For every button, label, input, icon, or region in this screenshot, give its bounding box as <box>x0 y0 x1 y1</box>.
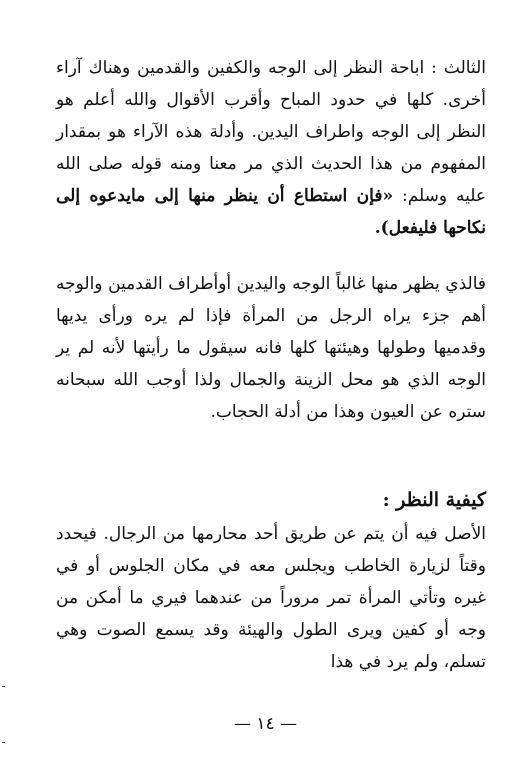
hadith-quote: «فإن استطاع أن ينظر منها إلى مايدعوه إلى نكاحها فليفعل). <box>56 186 486 238</box>
paragraph-1-text: الثالث : اباحة النظر إلى الوجه والكفين والقدمين وهناك آراء أخرى. كلها في حدود المباح وأقرب الأقوال والله أعلم هو النظر إلى الوجه واطراف اليدين. وأدلة هذه الآراء هو بمقدار المفهوم من هذا الحديث الذي مر معنا ومنه قوله صلى الله عليه وسلم: <box>56 58 486 206</box>
paragraph-face-visibility: فالذي يظهر منها غالباً الوجه واليدين أوأطراف القدمين والوجه أهم جزء يراه الرجل من المرأة فإذا لم يره ورأى يديها وقدميها وطولها وهيئتها كلها فانه سيقول ما رأيتها لأنه لم ير الوجه الذي هو محل الزينة والجمال ولذا أوجب الله سبحانه ستره عن العيون وهذا من أدلة الحجاب. <box>56 274 486 422</box>
margin-mark <box>2 686 5 687</box>
page-number: — ١٤ — <box>233 714 298 734</box>
section-heading: كيفية النظر : <box>382 489 486 511</box>
paragraph-third-opinion <box>56 52 486 244</box>
paragraph-method-of-viewing: الأصل فيه أن يتم عن طريق أحد محارمها من الرجال. فيحدد وقتاً لزيارة الخاطب ويجلس معه في مكان الجلوس أو في غيره وتأتي المرأة تمر مروراً من عندهما فيري ما أمكن من وجه أو كفين ويرى الطول والهيئة وقد يسمع الصوت وهي تسلم، ولم يرد في هذا <box>56 524 486 672</box>
margin-mark <box>2 742 5 743</box>
